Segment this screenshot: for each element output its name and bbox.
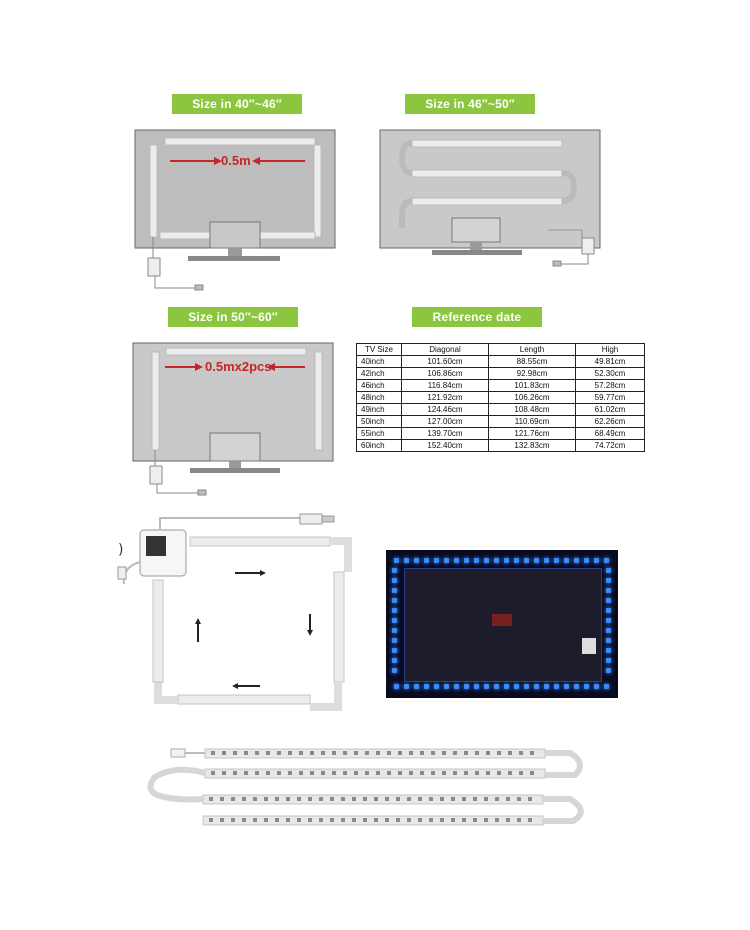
led-chip: [484, 797, 488, 801]
led-dot: [606, 568, 611, 573]
led-chip: [486, 751, 490, 755]
led-chip: [299, 771, 303, 775]
led-chip: [330, 797, 334, 801]
led-dot: [544, 684, 549, 689]
led-chip: [431, 751, 435, 755]
led-chip: [244, 771, 248, 775]
led-chip: [244, 751, 248, 755]
led-chip: [409, 751, 413, 755]
led-dot: [414, 558, 419, 563]
cell-size: 40inch: [357, 356, 402, 368]
cell-high: 59.77cm: [576, 392, 645, 404]
led-chip: [387, 771, 391, 775]
led-chip: [453, 771, 457, 775]
led-chip: [495, 818, 499, 822]
table-header-row: [357, 344, 645, 356]
cell-length: 88.55cm: [489, 356, 576, 368]
led-chip: [374, 818, 378, 822]
header-high: High: [576, 344, 645, 356]
led-chip: [352, 818, 356, 822]
header-length: Length: [489, 344, 576, 356]
led-dot: [524, 558, 529, 563]
led-chip: [409, 771, 413, 775]
led-chip: [464, 771, 468, 775]
led-dot: [564, 684, 569, 689]
led-chip: [264, 818, 268, 822]
led-chip: [363, 797, 367, 801]
reference-date-badge: Reference date: [412, 307, 542, 327]
led-chip: [288, 751, 292, 755]
led-dot: [574, 558, 579, 563]
led-chip: [453, 751, 457, 755]
led-chip: [385, 797, 389, 801]
led-chip: [440, 818, 444, 822]
cell-diagonal: 124.46cm: [402, 404, 489, 416]
led-chip: [495, 797, 499, 801]
led-chip: [220, 797, 224, 801]
led-chip: [275, 818, 279, 822]
led-chip: [354, 771, 358, 775]
table-row: [357, 380, 645, 392]
led-chip: [365, 751, 369, 755]
led-chip: [418, 797, 422, 801]
led-chip: [231, 797, 235, 801]
led-dot: [606, 648, 611, 653]
led-dot: [606, 638, 611, 643]
cell-size: 60inch: [357, 440, 402, 452]
four-long-strips: [145, 745, 605, 835]
led-dot: [554, 684, 559, 689]
led-dot: [574, 684, 579, 689]
cell-length: 108.48cm: [489, 404, 576, 416]
led-dot: [424, 558, 429, 563]
led-chip: [462, 797, 466, 801]
led-chip: [332, 771, 336, 775]
size-46-50-badge: Size in 46″~50″: [405, 94, 535, 114]
led-chip: [211, 771, 215, 775]
cell-high: 61.02cm: [576, 404, 645, 416]
table-row: [357, 440, 645, 452]
led-chip: [407, 797, 411, 801]
led-chip: [376, 751, 380, 755]
led-chip: [297, 797, 301, 801]
led-dot: [524, 684, 529, 689]
cell-diagonal: 121.92cm: [402, 392, 489, 404]
led-chip: [528, 797, 532, 801]
led-chip: [442, 771, 446, 775]
led-chip: [277, 751, 281, 755]
led-dot: [444, 558, 449, 563]
led-dot: [606, 668, 611, 673]
led-dot: [434, 684, 439, 689]
led-chip: [398, 751, 402, 755]
led-dot: [392, 638, 397, 643]
led-chip: [321, 771, 325, 775]
led-chip: [365, 771, 369, 775]
size-50-60-badge: Size in 50″~60″: [168, 307, 298, 327]
led-dot: [474, 558, 479, 563]
led-chip: [222, 751, 226, 755]
led-chip: [508, 771, 512, 775]
cell-length: 132.83cm: [489, 440, 576, 452]
cell-high: 62.26cm: [576, 416, 645, 428]
led-chip: [354, 751, 358, 755]
header-tv-size: TV Size: [357, 344, 402, 356]
led-chip: [508, 751, 512, 755]
led-chip: [222, 771, 226, 775]
table-row: [357, 416, 645, 428]
cell-diagonal: 106.86cm: [402, 368, 489, 380]
led-chip: [387, 751, 391, 755]
led-chip: [429, 797, 433, 801]
led-chip: [211, 751, 215, 755]
led-dot: [606, 578, 611, 583]
led-chip: [398, 771, 402, 775]
led-chip: [396, 797, 400, 801]
led-dot: [464, 684, 469, 689]
header-diagonal: Diagonal: [402, 344, 489, 356]
led-chip: [530, 771, 534, 775]
cell-high: 57.28cm: [576, 380, 645, 392]
led-dot: [414, 684, 419, 689]
led-dot: [514, 558, 519, 563]
cell-length: 110.69cm: [489, 416, 576, 428]
size-40-46-badge: Size in 40″~46″: [172, 94, 302, 114]
led-chip: [528, 818, 532, 822]
led-chip: [209, 818, 213, 822]
led-chip: [308, 797, 312, 801]
led-dot: [424, 684, 429, 689]
led-dot: [514, 684, 519, 689]
led-dot: [594, 684, 599, 689]
led-dot: [606, 608, 611, 613]
led-chip: [519, 751, 523, 755]
cell-size: 50inch: [357, 416, 402, 428]
table-row: [357, 356, 645, 368]
cell-size: 42inch: [357, 368, 402, 380]
cell-high: 49.81cm: [576, 356, 645, 368]
led-chip: [319, 797, 323, 801]
tv-label-sticker: [492, 614, 512, 626]
led-chip: [420, 751, 424, 755]
led-chip: [343, 771, 347, 775]
led-dot: [606, 658, 611, 663]
cell-diagonal: 152.40cm: [402, 440, 489, 452]
cell-high: 52.30cm: [576, 368, 645, 380]
led-chip: [242, 797, 246, 801]
led-chip: [517, 818, 521, 822]
led-dot: [604, 558, 609, 563]
cell-length: 106.26cm: [489, 392, 576, 404]
led-dot: [392, 598, 397, 603]
led-chip: [242, 818, 246, 822]
led-chip: [420, 771, 424, 775]
led-dot: [404, 684, 409, 689]
led-chip: [530, 751, 534, 755]
led-chip: [484, 818, 488, 822]
led-dot: [494, 684, 499, 689]
backlit-tv-photo: [386, 550, 618, 698]
led-chip: [310, 771, 314, 775]
led-dot: [392, 568, 397, 573]
led-chip: [297, 818, 301, 822]
led-dot: [392, 668, 397, 673]
led-dot: [494, 558, 499, 563]
led-dot: [392, 588, 397, 593]
led-chip: [473, 818, 477, 822]
led-chip: [431, 771, 435, 775]
led-chip: [385, 818, 389, 822]
led-dot: [434, 558, 439, 563]
led-chip: [506, 818, 510, 822]
led-kit-layout: [110, 512, 370, 712]
led-dot: [606, 618, 611, 623]
led-chip: [253, 797, 257, 801]
led-dot: [454, 558, 459, 563]
length-label-0-5m: 0.5m: [221, 153, 251, 168]
led-chip: [418, 818, 422, 822]
led-dot: [606, 598, 611, 603]
led-dot: [544, 558, 549, 563]
led-dot: [454, 684, 459, 689]
reference-table: [356, 343, 645, 452]
led-dot: [484, 558, 489, 563]
cell-high: 74.72cm: [576, 440, 645, 452]
led-dot: [584, 684, 589, 689]
cell-size: 55inch: [357, 428, 402, 440]
length-label-0-5mx2pcs: 0.5mx2pcs: [205, 359, 272, 374]
led-dot: [534, 558, 539, 563]
led-chip: [451, 818, 455, 822]
led-chip: [231, 818, 235, 822]
led-chip: [341, 797, 345, 801]
led-dot: [564, 558, 569, 563]
led-chip: [255, 771, 259, 775]
led-dot: [484, 684, 489, 689]
led-chip: [319, 818, 323, 822]
cell-size: 48inch: [357, 392, 402, 404]
cell-length: 101.83cm: [489, 380, 576, 392]
table-row: [357, 428, 645, 440]
cell-diagonal: 101.60cm: [402, 356, 489, 368]
tv-port-panel: [582, 638, 596, 654]
led-chip: [266, 771, 270, 775]
led-chip: [464, 751, 468, 755]
led-chip: [233, 771, 237, 775]
led-chip: [308, 818, 312, 822]
led-chip: [266, 751, 270, 755]
led-chip: [486, 771, 490, 775]
led-dot: [584, 558, 589, 563]
led-chip: [462, 818, 466, 822]
led-chip: [363, 818, 367, 822]
led-chip: [286, 818, 290, 822]
led-dot: [554, 558, 559, 563]
led-chip: [506, 797, 510, 801]
cell-diagonal: 139.70cm: [402, 428, 489, 440]
led-chip: [396, 818, 400, 822]
led-chip: [255, 751, 259, 755]
led-dot: [392, 608, 397, 613]
led-chip: [376, 771, 380, 775]
led-dot: [594, 558, 599, 563]
led-dot: [394, 558, 399, 563]
led-chip: [407, 818, 411, 822]
led-chip: [475, 751, 479, 755]
led-chip: [343, 751, 347, 755]
led-dot: [504, 684, 509, 689]
led-dot: [394, 684, 399, 689]
led-chip: [264, 797, 268, 801]
cell-size: 46inch: [357, 380, 402, 392]
led-dot: [392, 628, 397, 633]
led-chip: [352, 797, 356, 801]
led-dot: [474, 684, 479, 689]
led-chip: [275, 797, 279, 801]
led-chip: [440, 797, 444, 801]
led-chip: [288, 771, 292, 775]
led-dot: [392, 658, 397, 663]
led-dot: [392, 618, 397, 623]
led-chip: [517, 797, 521, 801]
led-dot: [606, 588, 611, 593]
led-dot: [404, 558, 409, 563]
led-chip: [310, 751, 314, 755]
led-chip: [332, 751, 336, 755]
led-chip: [277, 771, 281, 775]
led-chip: [497, 771, 501, 775]
led-chip: [519, 771, 523, 775]
led-chip: [429, 818, 433, 822]
led-dot: [392, 648, 397, 653]
led-chip: [299, 751, 303, 755]
led-dot: [392, 578, 397, 583]
table-row: [357, 368, 645, 380]
led-chip: [253, 818, 257, 822]
led-chip: [330, 818, 334, 822]
led-dot: [604, 684, 609, 689]
wifi-icon: ): [118, 542, 124, 558]
cell-length: 121.76cm: [489, 428, 576, 440]
led-chip: [220, 818, 224, 822]
led-chip: [475, 771, 479, 775]
cell-size: 49inch: [357, 404, 402, 416]
led-chip: [473, 797, 477, 801]
led-dot: [504, 558, 509, 563]
led-chip: [321, 751, 325, 755]
led-dot: [464, 558, 469, 563]
led-chip: [233, 751, 237, 755]
led-chip: [374, 797, 378, 801]
cell-length: 92.98cm: [489, 368, 576, 380]
cell-diagonal: 127.00cm: [402, 416, 489, 428]
led-chip: [497, 751, 501, 755]
led-chip: [286, 797, 290, 801]
led-dot: [606, 628, 611, 633]
led-chip: [341, 818, 345, 822]
table-row: [357, 404, 645, 416]
led-dot: [444, 684, 449, 689]
led-chip: [451, 797, 455, 801]
cell-diagonal: 116.84cm: [402, 380, 489, 392]
led-chip: [442, 751, 446, 755]
led-chip: [209, 797, 213, 801]
cell-high: 68.49cm: [576, 428, 645, 440]
table-row: [357, 392, 645, 404]
led-dot: [534, 684, 539, 689]
